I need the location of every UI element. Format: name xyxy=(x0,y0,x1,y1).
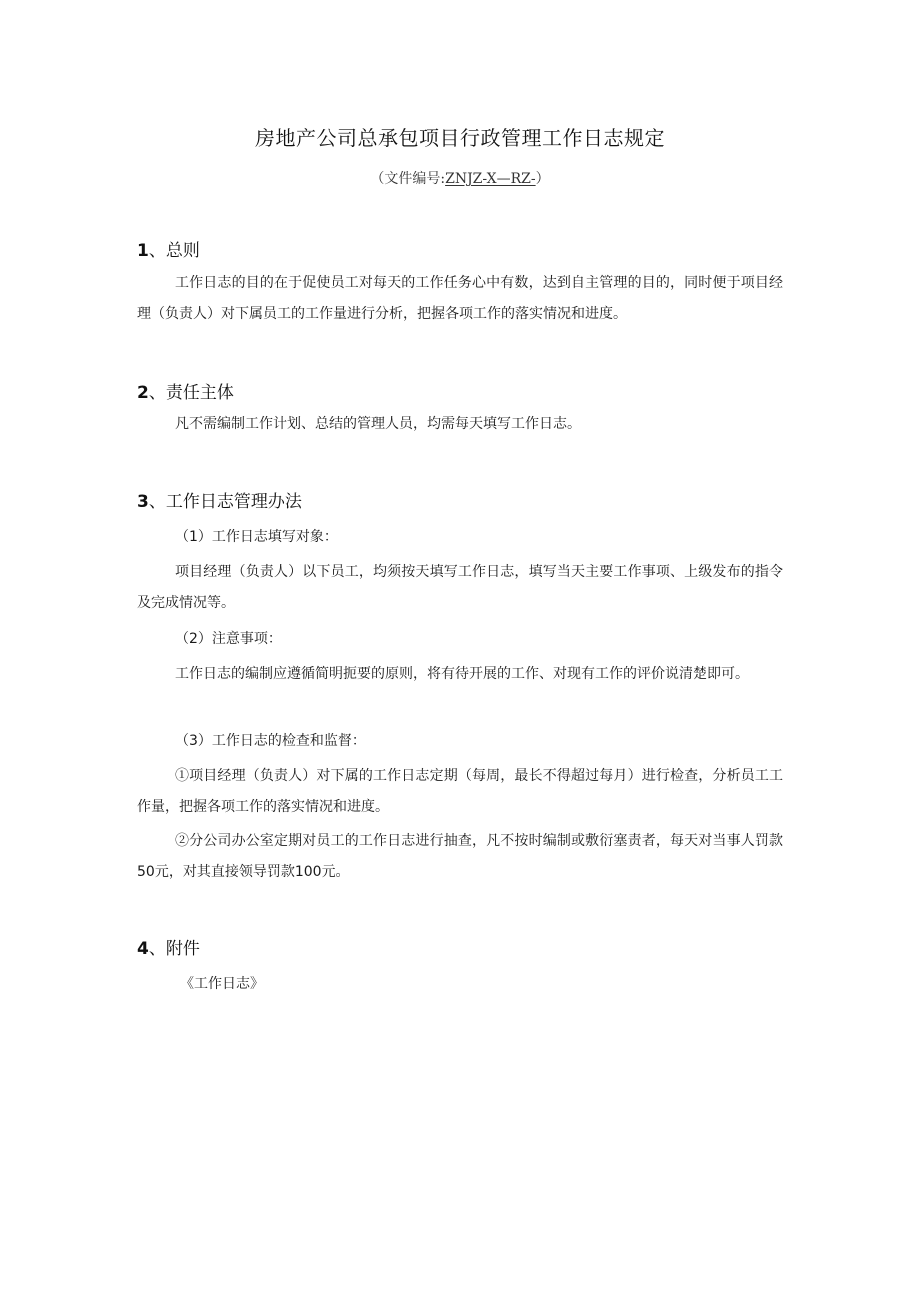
penalty-text-2: 元，对其直接领导罚款 xyxy=(154,864,295,880)
section-3-title: 工作日志管理办法 xyxy=(165,492,302,512)
section-3-item-3-label xyxy=(175,730,366,750)
item-3-text: 工作日志的检查和监督： xyxy=(211,733,366,749)
section-3-item-2-label xyxy=(175,628,282,648)
penalty-amount-leader: 100 xyxy=(294,864,322,880)
section-1-number: 1 xyxy=(137,241,149,261)
section-2-number: 2 xyxy=(137,383,149,403)
penalty-amount-staff: 50 xyxy=(137,864,155,880)
item-2-number: 2 xyxy=(189,631,198,647)
section-3-item-3-paragraph-1: ①项目经理（负责人）对下属的工作日志定期（每周，最长不得超过每月）进行检查，分析员工工作量，把握各项工作的落实情况和进度。 xyxy=(137,768,783,815)
document-number xyxy=(0,168,920,188)
section-2-heading xyxy=(137,378,234,403)
item-1-open-paren: （ xyxy=(175,529,189,545)
section-3-item-3-paragraph-2 xyxy=(137,826,783,888)
item-1-close-paren: ） xyxy=(197,529,212,545)
section-4-heading xyxy=(137,934,200,959)
item-3-number: 3 xyxy=(189,733,198,749)
section-4-number: 4 xyxy=(137,939,149,959)
document-title: 房地产公司总承包项目行政管理工作日志规定 xyxy=(255,126,665,150)
penalty-text-1: ②分公司办公室定期对员工的工作日志进行抽查，凡不按时编制或敷衍塞责者，每天对当事人罚款 xyxy=(175,833,783,849)
section-4-separator: 、 xyxy=(148,939,166,959)
section-3-item-1-label xyxy=(175,526,338,546)
section-2-separator: 、 xyxy=(148,383,166,403)
section-1-heading xyxy=(137,236,200,261)
document-number-prefix: （文件编号: xyxy=(370,171,446,187)
item-3-open-paren: （ xyxy=(175,733,189,749)
section-1-title: 总则 xyxy=(165,241,200,261)
section-2-title: 责任主体 xyxy=(165,383,234,403)
section-1-paragraph: 工作日志的目的在于促使员工对每天的工作任务心中有数，达到自主管理的目的，同时便于项目经理（负责人）对下属员工的工作量进行分析，把握各项工作的落实情况和进度。 xyxy=(137,275,783,322)
section-4-attachment: 《工作日志》 xyxy=(180,976,264,992)
penalty-text-3: 元。 xyxy=(321,864,350,880)
item-1-text: 工作日志填写对象： xyxy=(211,529,338,545)
section-3-heading xyxy=(137,487,302,512)
section-3-item-1-paragraph: 项目经理（负责人）以下员工，均须按天填写工作日志，填写当天主要工作事项、上级发布的指令及完成情况等。 xyxy=(137,564,783,611)
section-3-item-2-paragraph: 工作日志的编制应遵循简明扼要的原则，将有待开展的工作、对现有工作的评价说清楚即可。 xyxy=(175,666,749,682)
section-3-separator: 、 xyxy=(148,492,166,512)
document-number-code: ZNJZ-X—RZ- xyxy=(445,171,536,187)
section-4-title: 附件 xyxy=(165,939,200,959)
item-1-number: 1 xyxy=(189,529,198,545)
document-number-suffix: ） xyxy=(535,171,550,187)
item-3-close-paren: ） xyxy=(197,733,212,749)
item-2-text: 注意事项： xyxy=(211,631,282,647)
item-2-close-paren: ） xyxy=(197,631,212,647)
section-2-paragraph: 凡不需编制工作计划、总结的管理人员，均需每天填写工作日志。 xyxy=(175,416,581,432)
item-2-open-paren: （ xyxy=(175,631,189,647)
section-3-number: 3 xyxy=(137,492,149,512)
section-1-separator: 、 xyxy=(148,241,166,261)
